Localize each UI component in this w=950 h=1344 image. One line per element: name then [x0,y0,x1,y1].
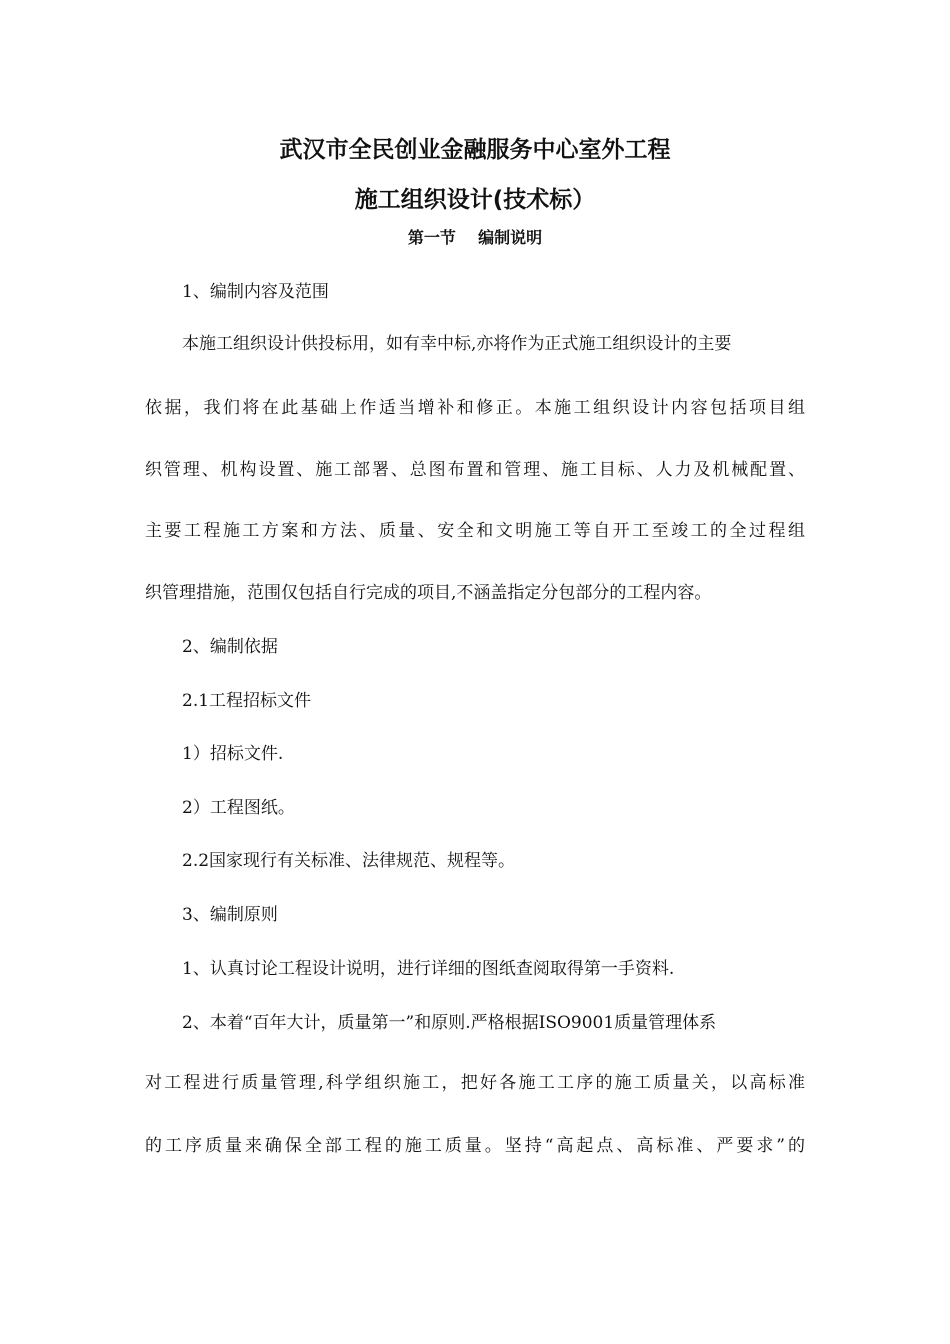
list-item: 2）工程图纸。 [182,798,295,818]
subheading-scope: 1、编制内容及范围 [182,282,329,302]
paragraph-line: 主要工程施工方案和方法、质量、安全和文明施工等自开工至竣工的全过程组 [145,521,805,541]
list-item: 1）招标文件. [182,744,284,764]
paragraph-line: 织管理措施，范围仅包括自行完成的项目,不涵盖指定分包部分的工程内容。 [145,583,712,603]
paragraph-line: 的工序质量来确保全部工程的施工质量。坚持“高起点、高标准、严要求”的 [145,1136,805,1156]
document-title-line-1: 武汉市全民创业金融服务中心室外工程 [279,137,671,163]
paragraph-line: 本施工组织设计供投标用，如有幸中标,亦将作为正式施工组织设计的主要 [182,334,732,354]
document-title-line-2: 施工组织设计(技术标） [354,187,596,213]
paragraph-line: 织管理、机构设置、施工部署、总图布置和管理、施工目标、人力及机械配置、 [145,460,805,480]
list-item: 2.1工程招标文件 [182,691,312,711]
list-item: 1、认真讨论工程设计说明，进行详细的图纸查阅取得第一手资料. [182,959,675,979]
section-heading: 第一节 编制说明 [407,228,543,247]
subheading-principles: 3、编制原则 [182,905,278,925]
paragraph-line: 对工程进行质量管理,科学组织施工，把好各施工工序的施工质量关，以高标准 [145,1073,805,1093]
list-item: 2.2国家现行有关标准、法律规范、规程等。 [182,851,516,871]
subheading-basis: 2、编制依据 [182,637,278,657]
paragraph-line: 依据，我们将在此基础上作适当增补和修正。本施工组织设计内容包括项目组 [145,398,805,418]
paragraph-line: 2、本着“百年大计，质量第一”和原则.严格根据ISO9001质量管理体系 [182,1013,717,1033]
